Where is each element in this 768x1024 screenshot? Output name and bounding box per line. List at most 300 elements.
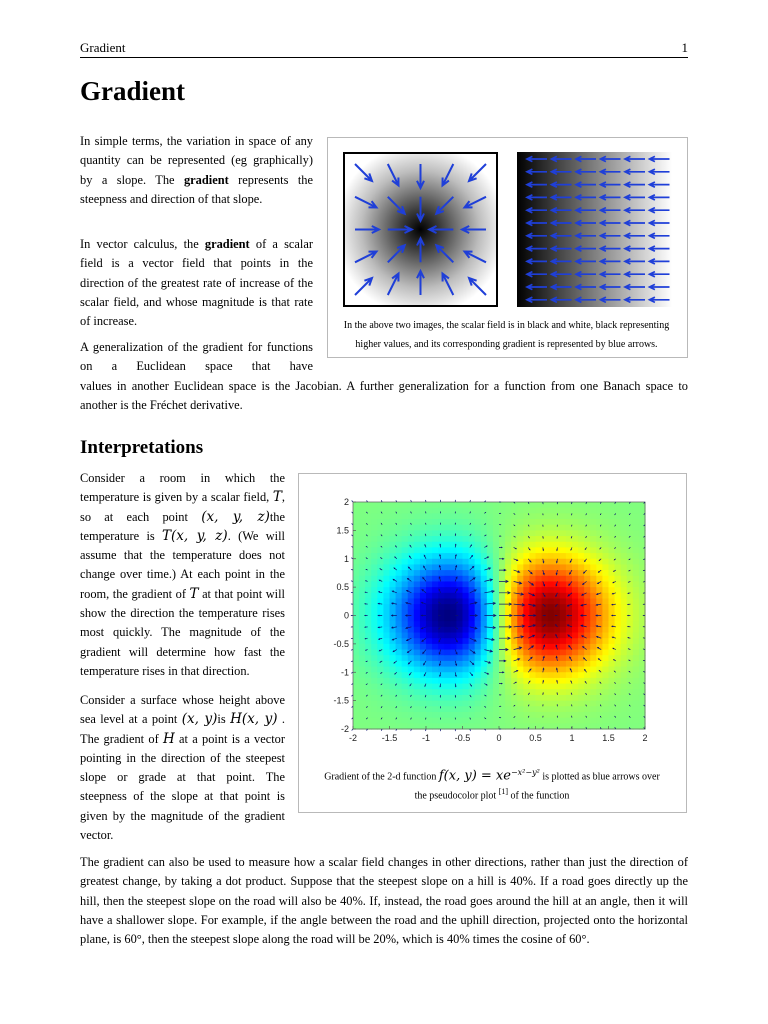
heat-cell [536, 672, 543, 678]
heat-cell [420, 502, 427, 508]
heat-cell [493, 706, 500, 712]
heat-cell [359, 581, 366, 587]
heat-cell [475, 678, 482, 684]
heat-cell [584, 627, 591, 633]
heat-cell [426, 712, 433, 718]
y-tick-label: -1 [340, 667, 349, 678]
header-rule [80, 57, 688, 58]
heat-cell [596, 706, 603, 712]
heat-cell [615, 525, 622, 531]
heat-cell [517, 553, 524, 559]
heat-cell [481, 513, 488, 519]
heat-cell [536, 667, 543, 673]
heat-cell [499, 638, 506, 644]
heat-cell [511, 587, 518, 593]
heat-cell [353, 712, 360, 718]
heat-cell [505, 672, 512, 678]
heat-cell [481, 712, 488, 718]
heat-cell [578, 587, 585, 593]
heat-cell [426, 564, 433, 570]
heat-cell [633, 718, 640, 724]
heat-cell [536, 655, 543, 661]
heat-cell [414, 502, 421, 508]
heat-cell [365, 593, 372, 599]
heat-cell [475, 525, 482, 531]
heat-cell [432, 661, 439, 667]
heat-cell [529, 502, 536, 508]
heat-cell [365, 547, 372, 553]
heat-cell [444, 530, 451, 536]
heat-cell [408, 593, 415, 599]
heat-cell [487, 519, 494, 525]
heat-cell [420, 525, 427, 531]
heat-cell [487, 712, 494, 718]
heat-cell [554, 718, 561, 724]
heat-cell [639, 530, 646, 536]
heat-cell [456, 570, 463, 576]
heat-cell [432, 621, 439, 627]
heat-cell [615, 684, 622, 690]
heat-cell [475, 559, 482, 565]
heat-cell [548, 678, 555, 684]
heat-cell [383, 644, 390, 650]
heat-cell [602, 616, 609, 622]
heat-cell [566, 508, 573, 514]
heat-cell [359, 689, 366, 695]
heat-cell [493, 536, 500, 542]
heat-cell [523, 638, 530, 644]
heat-cell [621, 633, 628, 639]
heat-cell [481, 678, 488, 684]
heat-cell [481, 644, 488, 650]
heat-cell [590, 576, 597, 582]
heat-cell [444, 587, 451, 593]
heat-cell [529, 513, 536, 519]
heat-cell [444, 536, 451, 542]
heat-cell [463, 593, 470, 599]
heat-cell [432, 536, 439, 542]
heat-cell [408, 536, 415, 542]
heat-cell [523, 519, 530, 525]
heat-cell [359, 519, 366, 525]
heat-cell [365, 513, 372, 519]
heat-cell [639, 536, 646, 542]
heat-cell [536, 564, 543, 570]
heat-cell [420, 536, 427, 542]
heat-cell [456, 678, 463, 684]
heat-cell [383, 661, 390, 667]
heat-cell [414, 701, 421, 707]
heat-cell [481, 508, 488, 514]
heat-cell [548, 598, 555, 604]
heat-cell [377, 633, 384, 639]
heat-cell [426, 547, 433, 553]
heat-cell [456, 525, 463, 531]
heat-cell [371, 684, 378, 690]
heat-cell [621, 536, 628, 542]
heat-cell [572, 559, 579, 565]
heat-cell [396, 627, 403, 633]
heat-cell [621, 621, 628, 627]
heat-cell [396, 593, 403, 599]
heat-cell [584, 513, 591, 519]
heat-cell [359, 587, 366, 593]
heat-cell [475, 695, 482, 701]
heat-cell [511, 718, 518, 724]
heat-cell [572, 633, 579, 639]
heat-cell [523, 689, 530, 695]
heat-cell [414, 667, 421, 673]
running-title: Gradient [80, 40, 126, 55]
heat-cell [450, 513, 457, 519]
arrow [543, 716, 544, 717]
heat-cell [511, 616, 518, 622]
heat-cell [444, 610, 451, 616]
arrow [499, 717, 501, 718]
heat-cell [438, 593, 445, 599]
heat-cell [487, 633, 494, 639]
heat-cell [469, 644, 476, 650]
figure-1-caption-line-1: In the above two images, the scalar field is in black and white, black representing [343, 320, 670, 331]
heat-cell [353, 542, 360, 548]
heat-cell [383, 672, 390, 678]
heat-cell [548, 621, 555, 627]
heat-cell [560, 553, 567, 559]
heat-cell [463, 718, 470, 724]
heat-cell [450, 559, 457, 565]
heat-cell [609, 644, 616, 650]
figure-2-caption [300, 763, 684, 806]
heat-cell [487, 718, 494, 724]
heat-cell [548, 616, 555, 622]
heat-cell [584, 604, 591, 610]
heat-cell [590, 684, 597, 690]
heat-cell [377, 502, 384, 508]
heat-cell [536, 684, 543, 690]
heat-cell [542, 553, 549, 559]
heat-cell [353, 570, 360, 576]
heat-cell [523, 661, 530, 667]
heat-cell [590, 661, 597, 667]
heat-cell [390, 564, 397, 570]
heat-cell [511, 547, 518, 553]
heat-cell [529, 706, 536, 712]
heat-cell [560, 718, 567, 724]
heat-cell [408, 633, 415, 639]
heat-cell [511, 627, 518, 633]
arrow [499, 513, 501, 514]
heat-cell [438, 684, 445, 690]
heat-cell [602, 650, 609, 656]
heat-cell [390, 530, 397, 536]
heat-cell [621, 502, 628, 508]
heat-cell [505, 553, 512, 559]
heat-cell [469, 581, 476, 587]
heat-cell [572, 536, 579, 542]
heat-cell [578, 712, 585, 718]
heat-cell [609, 553, 616, 559]
heat-cell [633, 650, 640, 656]
heat-cell [639, 587, 646, 593]
heat-cell [499, 559, 506, 565]
heat-cell [438, 502, 445, 508]
heat-cell [475, 513, 482, 519]
heat-cell [450, 621, 457, 627]
heat-cell [572, 542, 579, 548]
heat-cell [590, 581, 597, 587]
heat-cell [536, 570, 543, 576]
heat-cell [505, 667, 512, 673]
heat-cell [426, 610, 433, 616]
heat-cell [487, 695, 494, 701]
heat-cell [517, 678, 524, 684]
heat-cell [371, 547, 378, 553]
heat-cell [572, 667, 579, 673]
heat-cell [572, 644, 579, 650]
heat-cell [560, 559, 567, 565]
heat-cell [396, 695, 403, 701]
arrow [628, 615, 631, 616]
heat-cell [523, 718, 530, 724]
heat-cell [621, 564, 628, 570]
heat-cell [499, 604, 506, 610]
heat-cell [493, 525, 500, 531]
heat-cell [505, 661, 512, 667]
heat-cell [463, 604, 470, 610]
heat-cell [481, 519, 488, 525]
heat-cell [475, 570, 482, 576]
heat-cell [456, 547, 463, 553]
heat-cell [505, 502, 512, 508]
heat-cell [377, 712, 384, 718]
heat-cell [463, 695, 470, 701]
heat-cell [450, 593, 457, 599]
heat-cell [444, 525, 451, 531]
heat-cell [627, 508, 634, 514]
heat-cell [475, 706, 482, 712]
heat-cell [353, 530, 360, 536]
heat-cell [529, 678, 536, 684]
heat-cell [572, 519, 579, 525]
heat-cell [444, 553, 451, 559]
heat-cell [444, 718, 451, 724]
heat-cell [396, 525, 403, 531]
heat-cell [529, 542, 536, 548]
heat-cell [554, 542, 561, 548]
heat-cell [456, 559, 463, 565]
heat-cell [621, 570, 628, 576]
heat-cell [353, 508, 360, 514]
heat-cell [426, 604, 433, 610]
heat-cell [371, 576, 378, 582]
heat-cell [560, 593, 567, 599]
heat-cell [365, 530, 372, 536]
heat-cell [560, 706, 567, 712]
heat-cell [615, 638, 622, 644]
heat-cell [609, 542, 616, 548]
heat-cell [383, 667, 390, 673]
heat-cell [621, 678, 628, 684]
heat-cell [456, 502, 463, 508]
heat-cell [621, 513, 628, 519]
heat-cell [426, 667, 433, 673]
heat-cell [542, 638, 549, 644]
heat-cell [383, 536, 390, 542]
heat-cell [529, 525, 536, 531]
heat-cell [536, 638, 543, 644]
heat-cell [377, 706, 384, 712]
heat-cell [548, 655, 555, 661]
heat-cell [377, 530, 384, 536]
heat-cell [596, 650, 603, 656]
heat-cell [359, 627, 366, 633]
heat-cell [426, 587, 433, 593]
heat-cell [390, 519, 397, 525]
heat-cell [396, 655, 403, 661]
heat-cell [353, 598, 360, 604]
heat-cell [627, 616, 634, 622]
heat-cell [602, 621, 609, 627]
heat-cell [487, 570, 494, 576]
heat-cell [420, 689, 427, 695]
heat-cell [438, 604, 445, 610]
heat-cell [481, 570, 488, 576]
heat-cell [572, 547, 579, 553]
heat-cell [463, 655, 470, 661]
heat-cell [596, 513, 603, 519]
heat-cell [377, 678, 384, 684]
heat-cell [511, 661, 518, 667]
heat-cell [353, 678, 360, 684]
heat-cell [621, 672, 628, 678]
article-title: Gradient [80, 76, 185, 106]
heat-cell [353, 655, 360, 661]
math-T-2: T [189, 585, 199, 602]
heat-cell [602, 706, 609, 712]
heat-cell [578, 559, 585, 565]
heat-cell [396, 672, 403, 678]
arrow [643, 627, 645, 628]
heat-cell [548, 502, 555, 508]
heat-cell [560, 581, 567, 587]
heat-cell [432, 706, 439, 712]
heat-cell [517, 587, 524, 593]
heat-cell [383, 564, 390, 570]
heat-cell [450, 587, 457, 593]
heat-cell [414, 678, 421, 684]
heat-cell [475, 547, 482, 553]
heat-cell [627, 564, 634, 570]
heat-cell [572, 650, 579, 656]
heat-cell [548, 513, 555, 519]
heat-cell [353, 519, 360, 525]
heat-cell [359, 553, 366, 559]
heat-cell [450, 547, 457, 553]
heat-cell [511, 542, 518, 548]
citation-1[interactable]: [1] [498, 787, 509, 797]
heat-cell [590, 667, 597, 673]
heat-cell [536, 508, 543, 514]
heat-cell [578, 667, 585, 673]
heat-cell [383, 650, 390, 656]
heat-cell [517, 559, 524, 565]
heat-cell [396, 581, 403, 587]
heat-cell [627, 536, 634, 542]
heat-cell [529, 530, 536, 536]
heat-cell [536, 661, 543, 667]
heat-cell [517, 508, 524, 514]
heat-cell [536, 718, 543, 724]
heat-cell [639, 559, 646, 565]
heat-cell [560, 661, 567, 667]
heat-cell [365, 718, 372, 724]
heat-cell [499, 581, 506, 587]
heat-cell [377, 570, 384, 576]
heat-cell [420, 667, 427, 673]
heat-cell [627, 638, 634, 644]
heat-cell [590, 542, 597, 548]
heat-cell [615, 542, 622, 548]
heat-cell [353, 547, 360, 553]
heat-cell [517, 502, 524, 508]
heat-cell [542, 672, 549, 678]
heat-cell [353, 689, 360, 695]
interp-p1-d: . (We will assume that the temperature does not change over time.) At each point in the room, the gradient of [80, 528, 285, 601]
math-xy: (x, y) [181, 711, 218, 728]
heat-cell [615, 593, 622, 599]
heat-cell [554, 706, 561, 712]
heat-cell [505, 689, 512, 695]
heat-cell [517, 667, 524, 673]
heat-cell [456, 530, 463, 536]
heat-cell [359, 559, 366, 565]
heat-cell [639, 525, 646, 531]
heat-cell [633, 633, 640, 639]
heat-cell [414, 695, 421, 701]
heat-cell [438, 655, 445, 661]
heat-cell [383, 581, 390, 587]
heat-cell [609, 718, 616, 724]
heat-cell [383, 530, 390, 536]
heat-cell [414, 650, 421, 656]
heat-cell [450, 502, 457, 508]
heat-cell [383, 689, 390, 695]
heat-cell [529, 553, 536, 559]
heat-cell [529, 655, 536, 661]
heat-cell [517, 525, 524, 531]
heat-cell [408, 689, 415, 695]
heat-cell [499, 627, 506, 633]
heat-cell [602, 633, 609, 639]
heat-cell [609, 502, 616, 508]
heat-cell [432, 650, 439, 656]
heat-cell [377, 576, 384, 582]
heat-cell [463, 667, 470, 673]
heat-cell [481, 559, 488, 565]
heat-cell [396, 689, 403, 695]
heat-cell [517, 638, 524, 644]
heat-cell [420, 513, 427, 519]
heat-cell [450, 519, 457, 525]
heat-cell [639, 650, 646, 656]
heat-cell [487, 701, 494, 707]
heat-cell [487, 689, 494, 695]
heat-cell [402, 525, 409, 531]
heat-cell [572, 587, 579, 593]
heat-cell [456, 513, 463, 519]
heat-cell [560, 536, 567, 542]
heat-cell [554, 576, 561, 582]
